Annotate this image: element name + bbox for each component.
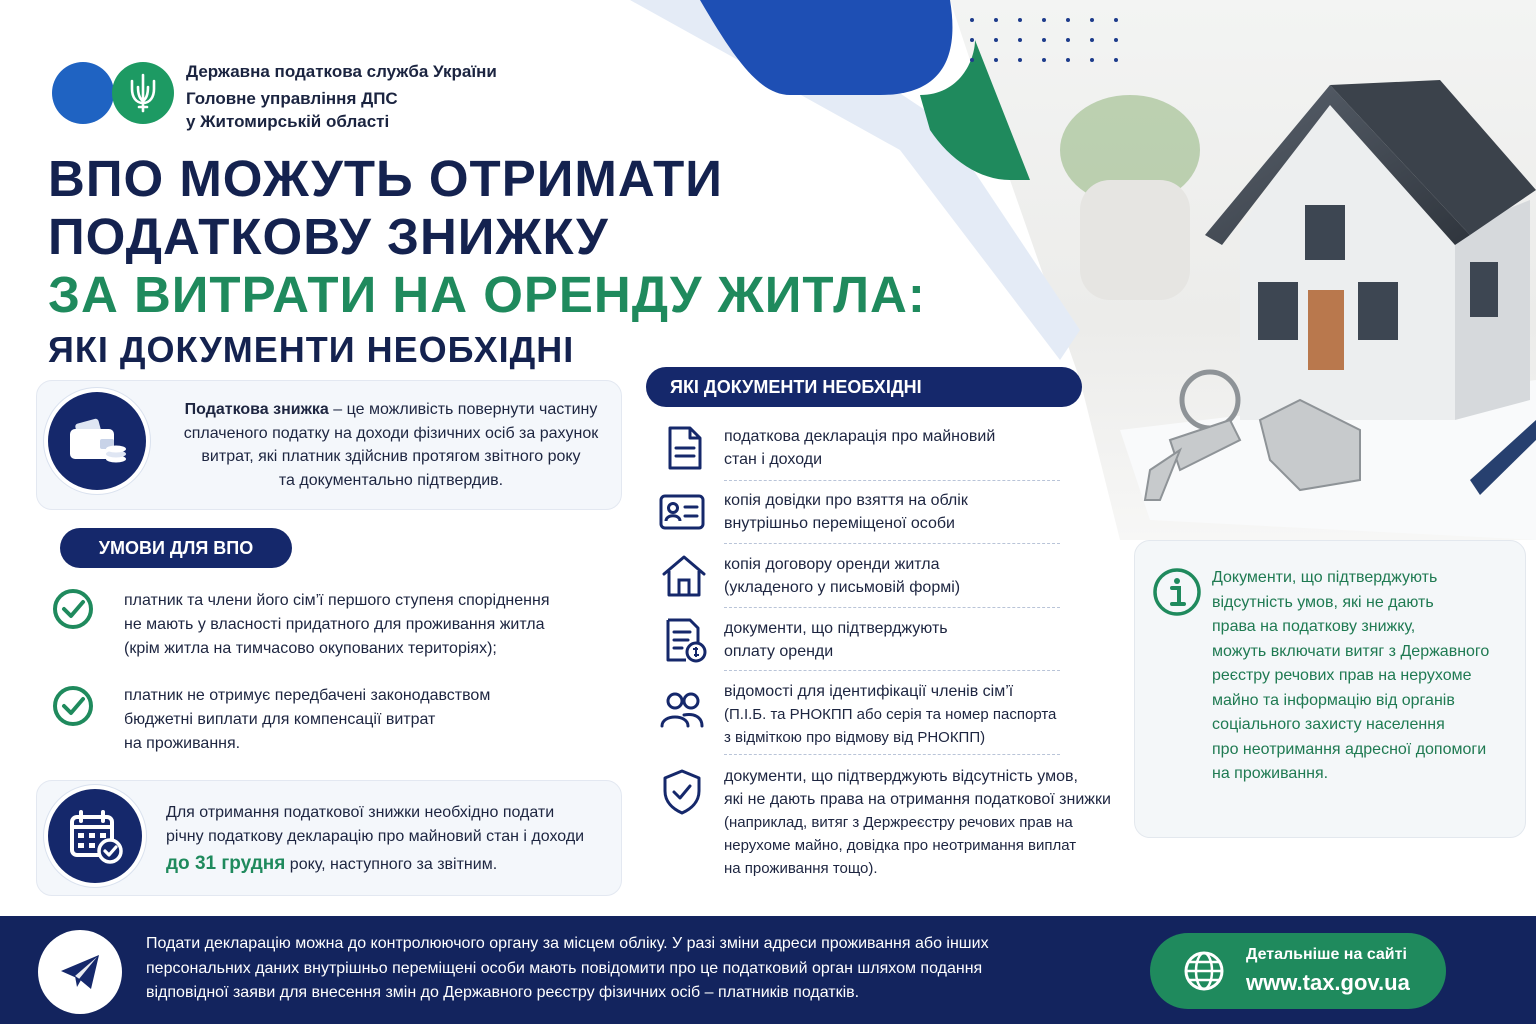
- definition-line-1: – це можливість повернути частину: [328, 401, 598, 418]
- divider: [724, 480, 1060, 482]
- definition-line-4: та документально підтвердив.: [278, 471, 504, 489]
- definition-line-2: сплаченого податку на доходи фізичних осіб за рахунок: [183, 424, 599, 442]
- definition-term: Податкова знижка: [184, 401, 329, 418]
- doc-6-line-4: нерухоме майно, довідка про неотримання виплат: [724, 837, 1077, 854]
- info-line-7: соціального захисту населення: [1212, 716, 1445, 733]
- condition-item-2: [124, 684, 490, 756]
- deadline-line-2: річну податкову декларацію про майновий стан і доходи: [166, 828, 585, 845]
- org-line-2: Головне управління ДПС: [186, 89, 398, 108]
- condition-1-line-3: (крім житла на тимчасово окупованих територіях);: [124, 640, 497, 657]
- footer-line-2: персональних даних внутрішньо переміщені особи мають повідомити про це податковий орган шляхом подання: [146, 959, 983, 977]
- people-icon: [658, 686, 706, 734]
- globe-icon: [1182, 949, 1226, 993]
- logo-green-circle: [112, 62, 174, 124]
- conditions-heading: УМОВИ ДЛЯ ВПО: [60, 528, 292, 568]
- doc-6-line-3: (наприклад, витяг з Держреєстру речових прав на: [724, 814, 1073, 831]
- doc-2-line-2: внутрішньо переміщеної особи: [724, 515, 955, 532]
- doc-6-line-1: документи, що підтверджують відсутність умов,: [724, 768, 1078, 785]
- definition-line-3: витрат, які платник здійснив протягом звітного року: [201, 448, 581, 465]
- org-line-1: Державна податкова служба України: [186, 62, 497, 81]
- deadline-date: до 31 грудня: [166, 853, 286, 874]
- logo-blue-circle: [52, 62, 114, 124]
- deadline-text: [166, 801, 584, 877]
- doc-5-line-2: (П.І.Б. та РНОКПП або серія та номер паспорта: [724, 706, 1057, 723]
- check-circle-icon: [52, 588, 94, 630]
- check-circle-icon: [52, 685, 94, 727]
- condition-1-line-1: платник та члени його сім’ї першого ступеня споріднення: [124, 592, 550, 609]
- page-title: [48, 150, 926, 376]
- trident-emblem-icon: [126, 73, 160, 113]
- condition-2-line-1: платник не отримує передбачені законодавством: [124, 687, 491, 704]
- title-line-3: ЗА ВИТРАТИ НА ОРЕНДУ ЖИТЛА:: [48, 266, 926, 323]
- definition-text: [166, 398, 616, 492]
- doc-6-line-5: на проживання тощо).: [724, 860, 878, 877]
- website-label[interactable]: Детальніше на сайті: [1246, 946, 1407, 963]
- condition-item-1: [124, 589, 550, 661]
- doc-4-line-2: оплату оренди: [724, 643, 834, 660]
- document-item-6: [724, 765, 1111, 880]
- info-line-9: на проживання.: [1212, 765, 1329, 782]
- info-line-6: майно та інформацію від органів: [1212, 691, 1455, 709]
- title-line-1: ВПО МОЖУТЬ ОТРИМАТИ: [48, 150, 723, 207]
- footer-line-1: Подати декларацію можна до контролюючого органу за місцем обліку. У разі зміни адреси проживання або інших: [146, 935, 989, 952]
- org-line-3: у Житомирській області: [186, 112, 390, 131]
- info-line-3: права на податкову знижку,: [1212, 618, 1416, 635]
- doc-5-line-3: з відміткою про відмову від РНОКПП): [724, 729, 986, 746]
- document-item-1: [724, 425, 995, 471]
- info-line-5: реєстру речових прав на нерухоме: [1212, 667, 1472, 684]
- info-line-2: відсутність умов, які не дають: [1212, 593, 1434, 611]
- document-item-3: [724, 553, 960, 599]
- documents-heading: ЯКІ ДОКУМЕНТИ НЕОБХІДНІ: [646, 367, 1082, 407]
- house-icon: [660, 552, 708, 600]
- divider: [724, 607, 1060, 609]
- calendar-check-icon: [48, 789, 142, 883]
- footer-line-3: відповідної заяви для внесення змін до Державного реєстру фізичних осіб – платників податків.: [146, 984, 860, 1001]
- organization-name: [186, 60, 497, 133]
- doc-4-line-1: документи, що підтверджують: [724, 620, 948, 637]
- shield-check-icon: [658, 768, 706, 816]
- info-icon: [1152, 567, 1202, 617]
- doc-6-line-2: які не дають права на отримання податкової знижки: [724, 791, 1111, 808]
- website-link[interactable]: www.tax.gov.ua: [1246, 970, 1410, 995]
- condition-1-line-2: не мають у власності придатного для проживання житла: [124, 616, 545, 633]
- paper-plane-icon: [38, 930, 122, 1014]
- receipt-icon: [660, 616, 708, 664]
- condition-2-line-3: на проживання.: [124, 735, 241, 752]
- doc-1-line-2: стан і доходи: [724, 451, 823, 468]
- id-card-icon: [658, 488, 706, 536]
- doc-5-line-1: відомості для ідентифікації членів сім’ї: [724, 683, 1014, 700]
- doc-2-line-1: копія довідки про взяття на облік: [724, 492, 968, 509]
- info-line-4: можуть включати витяг з Державного: [1212, 642, 1490, 660]
- document-item-5: [724, 680, 1056, 749]
- document-item-2: [724, 489, 968, 535]
- doc-1-line-1: податкова декларація про майновий: [724, 428, 996, 445]
- doc-3-line-1: копія договору оренди житла: [724, 556, 940, 573]
- condition-2-line-2: бюджетні виплати для компенсації витрат: [124, 711, 436, 728]
- divider: [724, 670, 1060, 672]
- wallet-coins-icon: [48, 392, 146, 490]
- footer-text: [146, 932, 989, 1006]
- info-line-1: Документи, що підтверджують: [1212, 569, 1438, 586]
- divider: [724, 754, 1060, 756]
- deadline-line-3: року, наступного за звітним.: [285, 856, 498, 873]
- doc-3-line-2: (укладеного у письмовій формі): [724, 579, 961, 596]
- title-line-4: ЯКІ ДОКУМЕНТИ НЕОБХІДНІ: [48, 329, 575, 370]
- title-line-2: ПОДАТКОВУ ЗНИЖКУ: [48, 208, 609, 265]
- deadline-line-1: Для отримання податкової знижки необхідно подати: [166, 804, 555, 821]
- info-text: [1212, 566, 1489, 787]
- divider: [724, 543, 1060, 545]
- info-line-8: про неотримання адресної допомоги: [1212, 740, 1487, 758]
- document-icon: [660, 424, 708, 472]
- document-item-4: [724, 617, 948, 663]
